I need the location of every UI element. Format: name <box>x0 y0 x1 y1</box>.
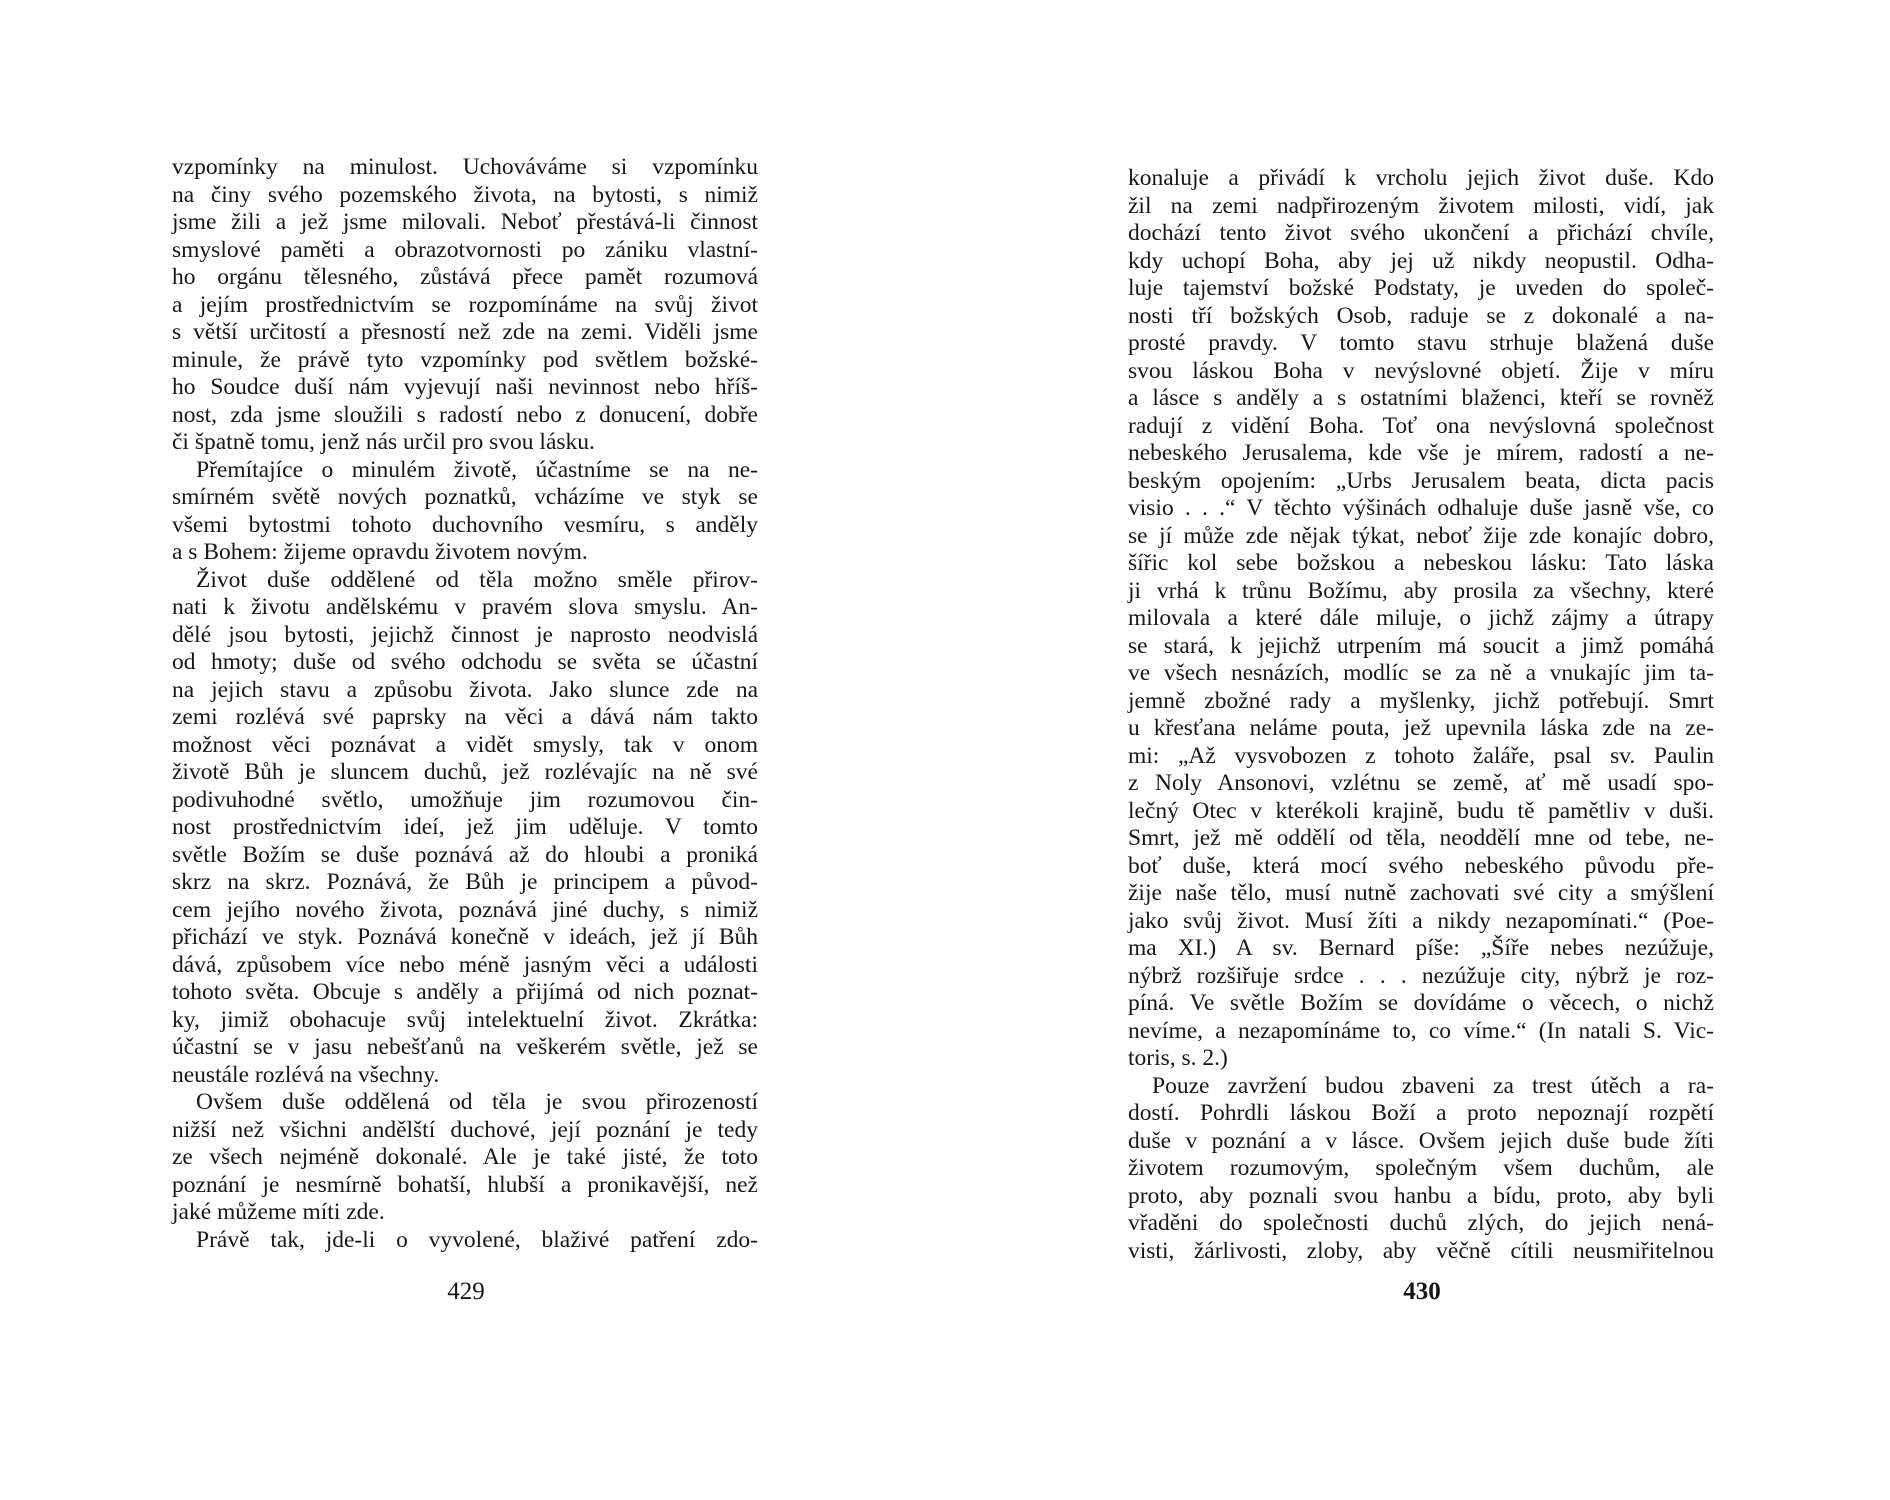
text-line: ky, jimiž obohacuje svůj intelektuelní život. Zkrátka: <box>172 1006 758 1033</box>
text-line: se stará, k jejichž utrpením má soucit a jimž pomáhá <box>1128 632 1714 659</box>
text-line: z Noly Ansonovi, vzlétnu se země, ať mě usadí spo- <box>1128 770 1714 796</box>
text-line: dělé jsou bytosti, jejichž činnost je naprosto neodvislá <box>172 621 758 648</box>
text-line: ho orgánu tělesného, zůstává přece pamět rozumová <box>172 264 758 290</box>
text-line: životě Bůh je sluncem duchů, jež rozlévajíc na ně své <box>172 759 758 785</box>
text-line: minule, že právě tyto vzpomínky pod světlem božské- <box>172 346 758 373</box>
text-line: duše v poznání a v lásce. Ovšem jejich duše bude žíti <box>1128 1127 1714 1154</box>
text-line: jsme žili a jež jsme milovali. Neboť přestává-li činnost <box>172 209 758 235</box>
text-line: u křesťana neláme pouta, jež upevnila láska zde na ze- <box>1128 715 1714 741</box>
left-page-text <box>172 154 758 1254</box>
text-line: přichází ve styk. Poznává konečně v ideách, jež jí Bůh <box>172 924 758 950</box>
text-line: Ovšem duše oddělená od těla je svou přirozeností <box>196 1089 758 1115</box>
text-line: ho Soudce duší nám vyjevují naši nevinnost nebo hříš- <box>172 374 758 400</box>
text-line: vzpomínky na minulost. Uchováváme si vzpomínku <box>172 154 758 180</box>
text-line: Smrt, jež mě oddělí od těla, neoddělí mne od tebe, ne- <box>1128 825 1714 851</box>
text-line: skrz na skrz. Poznává, že Bůh je principem a původ- <box>172 869 758 895</box>
text-line: smírném světě nových poznatků, vcházíme ve styk se <box>172 484 758 510</box>
text-line: nosti tří božských Osob, raduje se z dokonalé a na- <box>1128 302 1714 329</box>
text-line: Pouze zavržení budou zbaveni za trest útěch a ra- <box>1152 1072 1714 1099</box>
text-line: konaluje a přivádí k vrcholu jejich život duše. Kdo <box>1128 165 1714 191</box>
text-line: proto, aby poznali svou hanbu a bídu, proto, aby byli <box>1128 1182 1714 1209</box>
text-line: nýbrž rozšiřuje srdce . . . nezúžuje city, nýbrž je roz- <box>1128 962 1714 989</box>
text-line: visti, žárlivosti, zloby, aby věčně cítili neusmiřitelnou <box>1128 1237 1714 1264</box>
text-line: podivuhodné světlo, umožňuje jim rozumovou čin- <box>172 786 758 813</box>
text-line: ma XI.) A sv. Bernard píše: „Šíře nebes nezúžuje, <box>1128 935 1714 961</box>
text-line: světle Božím se duše poznává až do hloubi a proniká <box>172 841 758 868</box>
text-line: mi: „Až vysvobozen z tohoto žaláře, psal sv. Paulin <box>1128 742 1714 769</box>
text-line: radují z vidění Boha. Toť ona nevýslovná společnost <box>1128 412 1714 439</box>
text-line: šířic kol sebe božskou a nebeskou lásku: Tato láska <box>1128 550 1714 576</box>
text-line: cem jejího nového života, poznává jiné duchy, s nimiž <box>172 896 758 923</box>
text-line: nost prostřednictvím ideí, jež jim uděluje. V tomto <box>172 814 758 840</box>
text-line: boť duše, která mocí svého nebeského původu pře- <box>1128 852 1714 879</box>
text-line: účastní se v jasu nebešťanů na veškerém světle, jež se <box>172 1034 758 1060</box>
text-line: a lásce s anděly a s ostatními blaženci, kteří se rovněž <box>1128 385 1714 411</box>
text-line: nati k životu andělskému v pravém slova smyslu. An- <box>172 594 758 620</box>
text-line: žil na zemi nadpřirozeným životem milosti, vidí, jak <box>1128 192 1714 219</box>
text-line: nevíme, a nezapomínáme to, co víme.“ (In natali S. Vic- <box>1128 1017 1714 1044</box>
text-line: dává, způsobem více nebo méně jasným věci a události <box>172 951 758 978</box>
text-line: ji vrhá k trůnu Božímu, aby prosila za všechny, které <box>1128 577 1714 604</box>
text-line: tohoto světa. Obcuje s anděly a přijímá od nich poznat- <box>172 979 758 1005</box>
text-line: Přemítajíce o minulém životě, účastníme se na ne- <box>196 456 758 483</box>
text-line: možnost věci poznávat a vidět smysly, tak v onom <box>172 731 758 758</box>
text-line: nost, zda jsme sloužili s radostí nebo z donucení, dobře <box>172 401 758 428</box>
page-number-left: 429 <box>447 1278 485 1305</box>
text-line: všemi bytostmi tohoto duchovního vesmíru, s anděly <box>172 511 758 538</box>
text-line: ze všech nejméně dokonalé. Ale je také jisté, že toto <box>172 1144 758 1170</box>
text-line: jemně zbožné rady a myšlenky, jichž potřebují. Smrt <box>1128 687 1714 714</box>
text-line: lečný Otec v kterékoli krajině, budu tě pamětliv v duši. <box>1128 797 1714 824</box>
text-line: žije naše tělo, musí nutně zachovati své city a smýšlení <box>1128 880 1714 906</box>
text-line: zemi rozlévá své paprsky na věci a dává nám takto <box>172 704 758 730</box>
text-line: píná. Ve světle Božím se dovídáme o věcech, o nichž <box>1128 990 1714 1016</box>
text-line: na činy svého pozemského života, na bytosti, s nimiž <box>172 181 758 208</box>
text-line: svou láskou Boha v nevýslovné objetí. Žije v míru <box>1128 357 1714 384</box>
text-line: beským opojením: „Urbs Jerusalem beata, dicta pacis <box>1128 467 1714 494</box>
text-line: poznání je nesmírně bohatší, hlubší a pronikavější, než <box>172 1171 758 1198</box>
text-line: či špatně tomu, jenž nás určil pro svou lásku. <box>172 429 595 455</box>
text-line: nižší než všichni andělští duchové, její poznání je tedy <box>172 1116 758 1143</box>
text-line: jaké můžeme míti zde. <box>172 1199 385 1225</box>
text-line: visio . . .“ V těchto výšinách odhaluje duše jasně vše, co <box>1128 495 1714 521</box>
text-line: s větší určitostí a přesností než zde na zemi. Viděli jsme <box>172 319 758 345</box>
text-line: se jí může zde nějak týkat, neboť žije zde konajíc dobro, <box>1128 522 1714 549</box>
right-page-text <box>1128 165 1714 1265</box>
text-line: smyslové paměti a obrazotvornosti po zániku vlastní- <box>172 236 758 263</box>
text-line: prosté pravdy. V tomto stavu strhuje blažená duše <box>1128 330 1714 356</box>
text-line: Život duše oddělené od těla možno směle přirov- <box>196 566 758 593</box>
text-line: milovala a které dále miluje, o jichž zájmy a útrapy <box>1128 605 1714 631</box>
text-line: životem rozumovým, společným všem duchům, ale <box>1128 1155 1714 1181</box>
text-line: kdy uchopí Boha, aby jej už nikdy neopustil. Odha- <box>1128 247 1714 274</box>
text-line: Právě tak, jde-li o vyvolené, blaživé patření zdo- <box>196 1226 758 1253</box>
text-line: a s Bohem: žijeme opravdu životem novým. <box>172 539 588 565</box>
text-line: na jejich stavu a způsobu života. Jako slunce zde na <box>172 676 758 703</box>
text-line: ve všech nesnázích, modlíc se za ně a vnukajíc jim ta- <box>1128 660 1714 686</box>
text-line: od hmoty; duše od svého odchodu se světa se účastní <box>172 649 758 675</box>
text-line: a jejím prostřednictvím se rozpomínáme na svůj život <box>172 291 758 318</box>
page-number-right: 430 <box>1403 1278 1441 1305</box>
text-line: luje tajemství božské Podstaty, je uveden do společ- <box>1128 275 1714 301</box>
text-line: nebeského Jerusalema, kde vše je mírem, radostí a ne- <box>1128 440 1714 466</box>
text-line: dostí. Pohrdli láskou Boží a proto nepoznají rozpětí <box>1128 1100 1714 1126</box>
text-line: dochází tento život svého ukončení a přichází chvíle, <box>1128 220 1714 246</box>
text-line: jako svůj život. Musí žíti a nikdy nezapomínati.“ (Poe- <box>1128 907 1714 934</box>
text-line: vřaděni do společnosti duchů zlých, do jejich nená- <box>1128 1210 1714 1236</box>
text-line: neustále rozlévá na všechny. <box>172 1061 440 1088</box>
text-line: toris, s. 2.) <box>1128 1045 1228 1071</box>
